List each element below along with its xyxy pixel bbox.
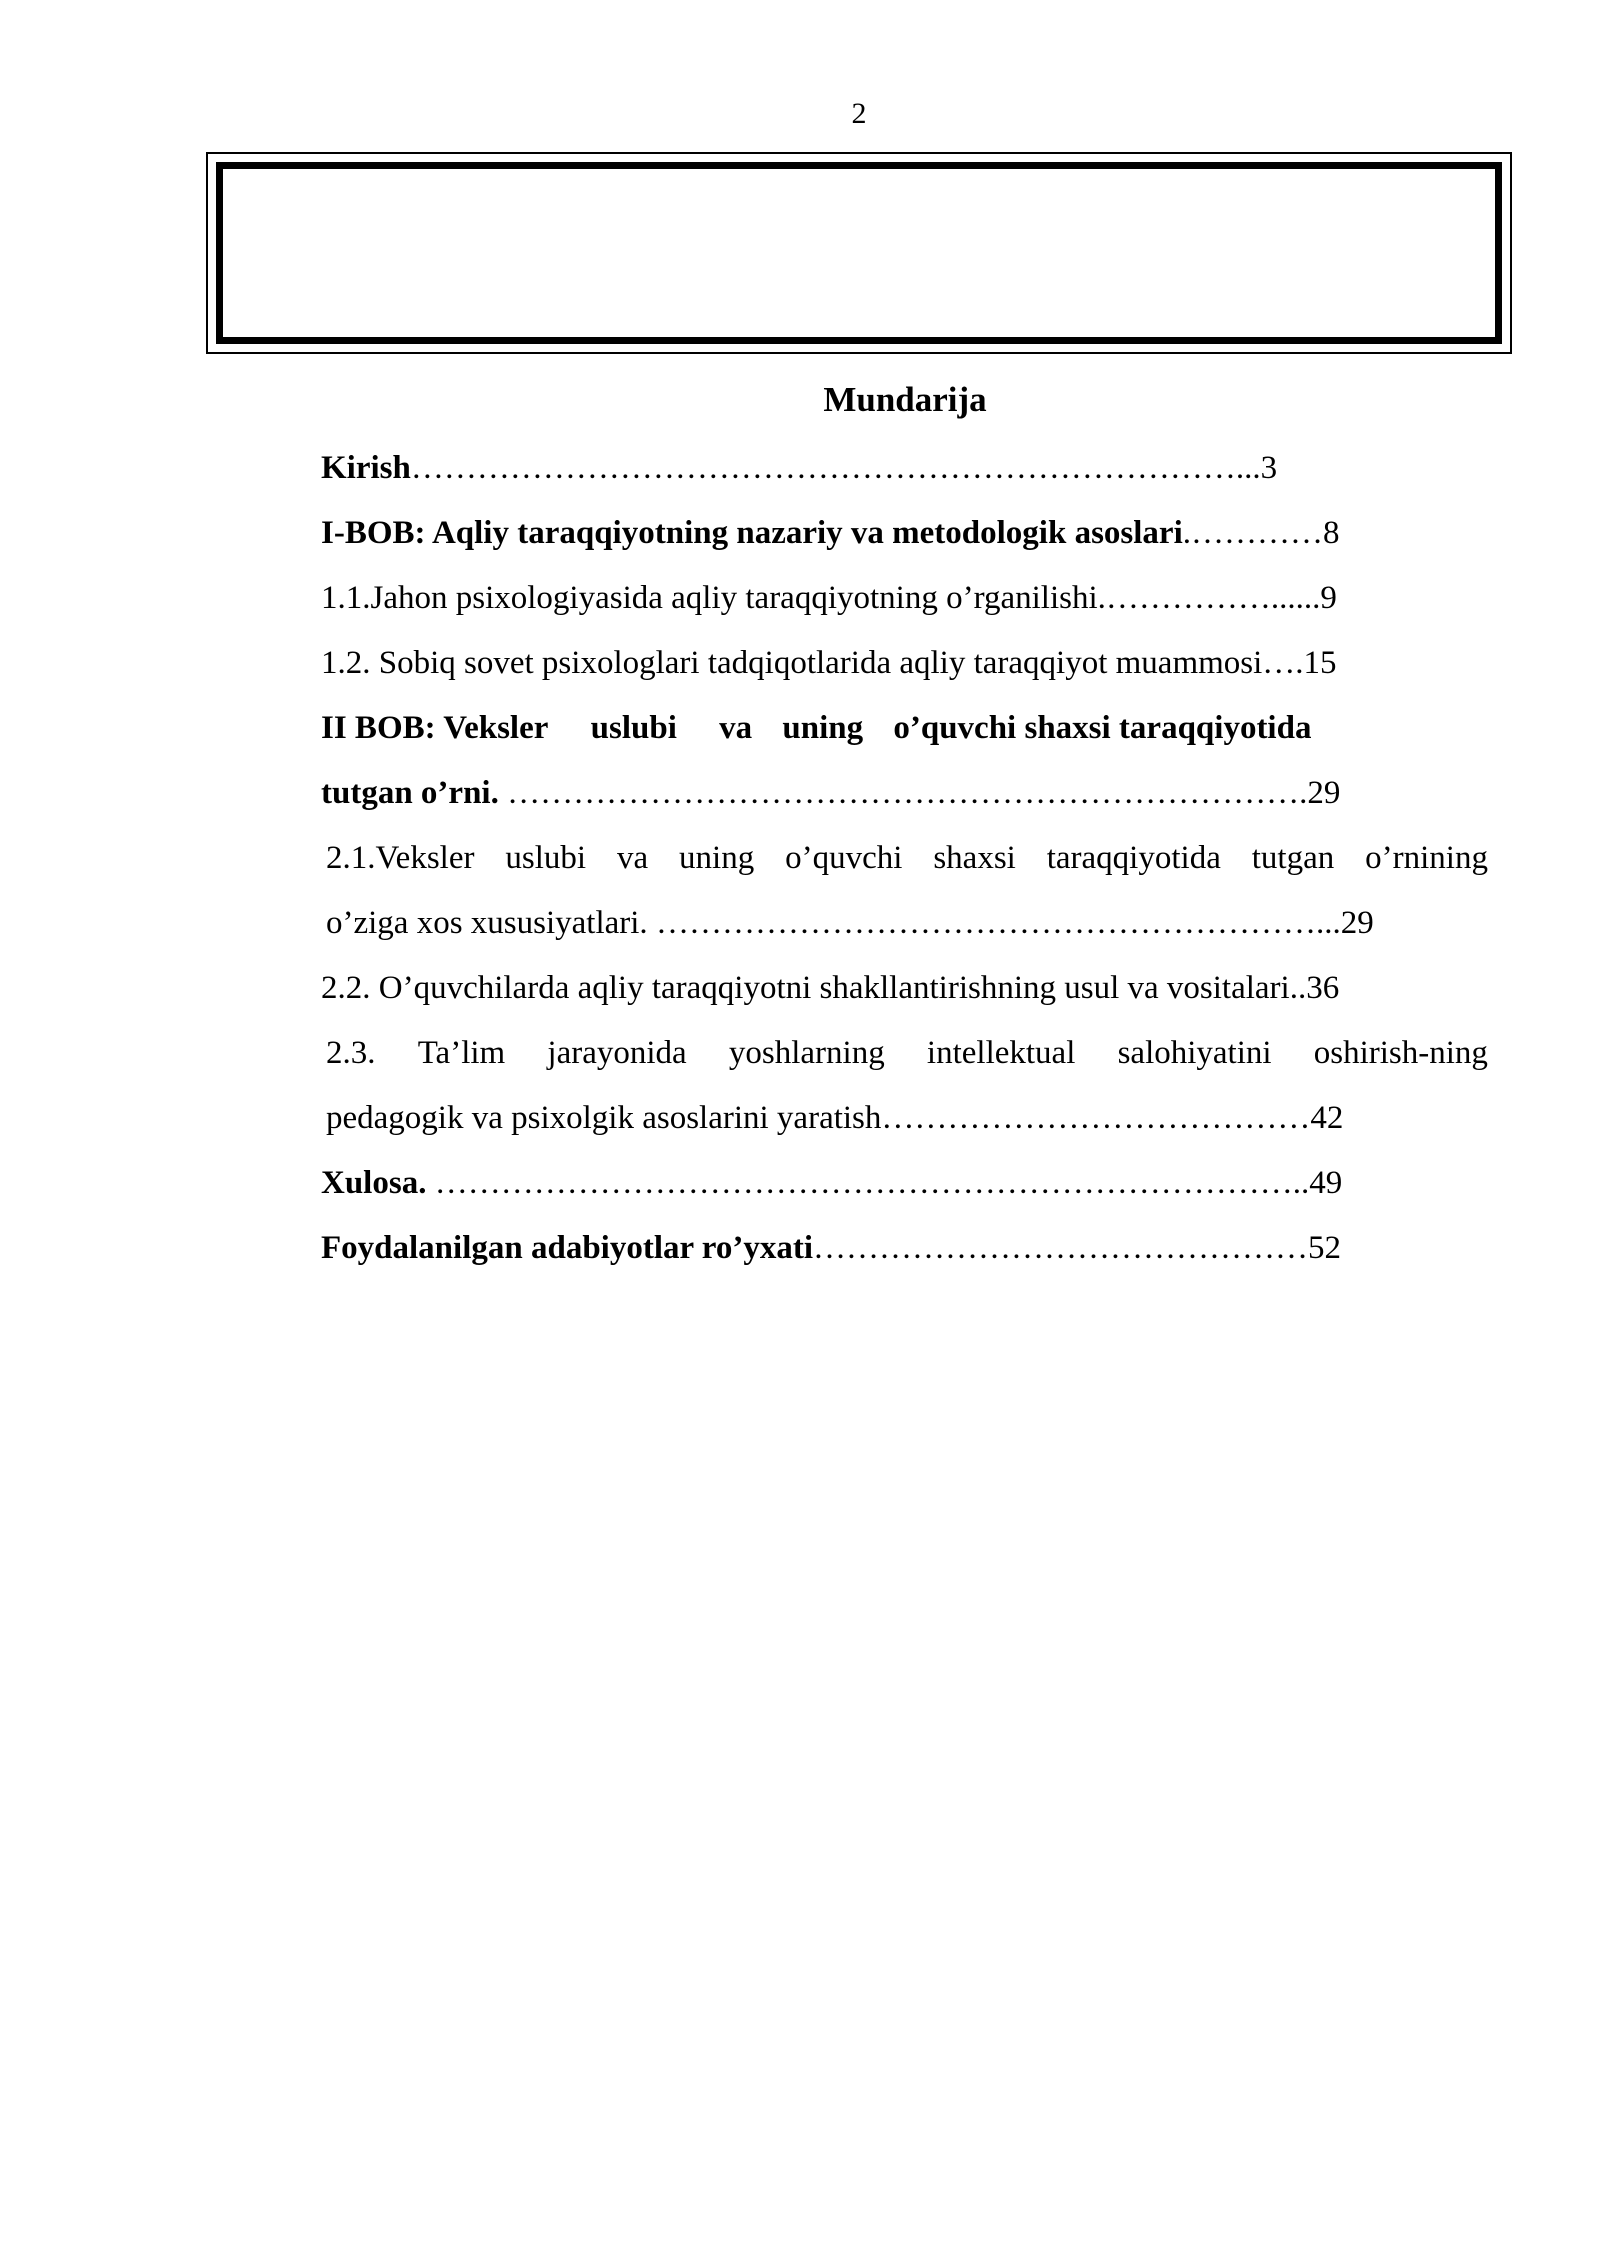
toc-entry-word: uslubi xyxy=(590,710,677,746)
toc-entry-word: va xyxy=(719,710,753,746)
toc-entry-dots: ……………...... xyxy=(1105,580,1321,616)
toc-entry-word: tutgan xyxy=(1251,840,1335,876)
toc-entry-page: 8 xyxy=(1323,515,1340,551)
toc-entry-word: uslubi xyxy=(505,840,587,876)
toc-entry-kirish[interactable] xyxy=(321,446,1491,490)
toc-entry-dots: …. xyxy=(1262,645,1304,681)
title-frame xyxy=(206,152,1512,354)
toc-entry-label: Foydalanilgan adabiyotlar ro’yxati xyxy=(321,1230,814,1266)
toc-entry-section-2-1-line-2[interactable] xyxy=(326,901,1488,945)
toc-entry-word: jarayonida xyxy=(547,1035,687,1071)
toc-entry-word: Ta’lim xyxy=(417,1035,506,1071)
toc-entry-label: 1.1.Jahon psixologiyasida aqliy taraqqiyotning o’rganilishi. xyxy=(321,580,1106,616)
toc-entry-section-2-3-line-2[interactable] xyxy=(326,1096,1488,1140)
toc-entry-word: uning xyxy=(679,840,755,876)
toc-entry-word: salohiyatini xyxy=(1117,1035,1272,1071)
toc-entry-label: 1.2. Sobiq sovet psixologlari tadqiqotlarida aqliy taraqqiyot muammosi xyxy=(321,645,1263,681)
toc-entry-dots: .………… xyxy=(1182,515,1323,551)
toc-entry-word: uning xyxy=(782,710,864,746)
toc-entry-dots: ………………………………………………………………. xyxy=(498,775,1308,811)
toc-entry-page: 49 xyxy=(1309,1165,1343,1201)
toc-entry-word: shaxsi xyxy=(933,840,1016,876)
toc-entry-word: intellektual xyxy=(926,1035,1076,1071)
toc-entry-label: Kirish xyxy=(321,450,411,486)
toc-title: Mundarija xyxy=(823,380,987,419)
toc-entry-dots: ……………………………………… xyxy=(813,1230,1309,1266)
toc-entry-dots: ………………………………… xyxy=(881,1100,1311,1136)
toc-entry-page: 42 xyxy=(1310,1100,1344,1136)
toc-entry-page: 3 xyxy=(1260,450,1278,486)
toc-entry-word: II BOB: Veksler xyxy=(321,710,549,746)
toc-entry-word: o’quvchi shaxsi taraqqiyotida xyxy=(893,710,1312,746)
toc-entry-word: o’quvchi xyxy=(785,840,903,876)
toc-entry-word: yoshlarning xyxy=(728,1035,885,1071)
toc-entry-label: tutgan o’rni. xyxy=(321,775,499,811)
toc-entry-page: 29 xyxy=(1340,905,1374,941)
toc-entry-word: va xyxy=(616,840,649,876)
toc-entry-chapter-2-line-2[interactable] xyxy=(321,771,1491,815)
toc-entry-dots: …………………………………………………………………….. xyxy=(426,1165,1310,1201)
toc-entry-label: Xulosa. xyxy=(321,1165,427,1201)
toc-entry-dots: …………………………………………………………………... xyxy=(410,450,1261,486)
toc-entry-section-2-2[interactable] xyxy=(321,966,1491,1010)
page-number: 2 xyxy=(851,97,867,130)
toc-entry-dots: .. xyxy=(1289,970,1307,1006)
toc-entry-conclusion[interactable] xyxy=(321,1161,1491,1205)
toc-entry-word: 2.1.Veksler xyxy=(326,840,475,876)
toc-entry-chapter-2-line-1[interactable] xyxy=(321,706,1429,750)
toc-entry-page: 52 xyxy=(1308,1230,1342,1266)
toc-entry-word: taraqqiyotida xyxy=(1046,840,1221,876)
toc-entry-word: 2.3. xyxy=(326,1035,376,1071)
toc-entry-section-2-1-line-1[interactable] xyxy=(326,836,1488,880)
toc-entry-page: 15 xyxy=(1303,645,1337,681)
toc-entry-word: oshirish-ning xyxy=(1313,1035,1488,1071)
toc-entry-section-2-3-line-1[interactable] xyxy=(326,1031,1488,1075)
toc-entry-label: o’ziga xos xususiyatlari. xyxy=(326,905,648,941)
toc-entry-dots: ……………………………………………………... xyxy=(647,905,1341,941)
toc-entry-label: 2.2. O’quvchilarda aqliy taraqqiyotni shakllantirishning usul va vositalari xyxy=(321,970,1290,1006)
toc-entry-section-1-2[interactable] xyxy=(321,641,1491,685)
toc-entry-page: 29 xyxy=(1307,775,1341,811)
toc-entry-label: I-BOB: Aqliy taraqqiyotning nazariy va metodologik asoslari xyxy=(321,515,1183,551)
title-frame-inner-border xyxy=(216,162,1502,344)
toc-entry-label: pedagogik va psixolgik asoslarini yaratish xyxy=(326,1100,882,1136)
toc-entry-page: 36 xyxy=(1306,970,1340,1006)
toc-entry-page: 9 xyxy=(1320,580,1337,616)
toc-entry-word: o’rnining xyxy=(1365,840,1488,876)
toc-entry-references[interactable] xyxy=(321,1226,1491,1270)
toc-entry-section-1-1[interactable] xyxy=(321,576,1491,620)
toc-entry-chapter-1[interactable] xyxy=(321,511,1491,555)
